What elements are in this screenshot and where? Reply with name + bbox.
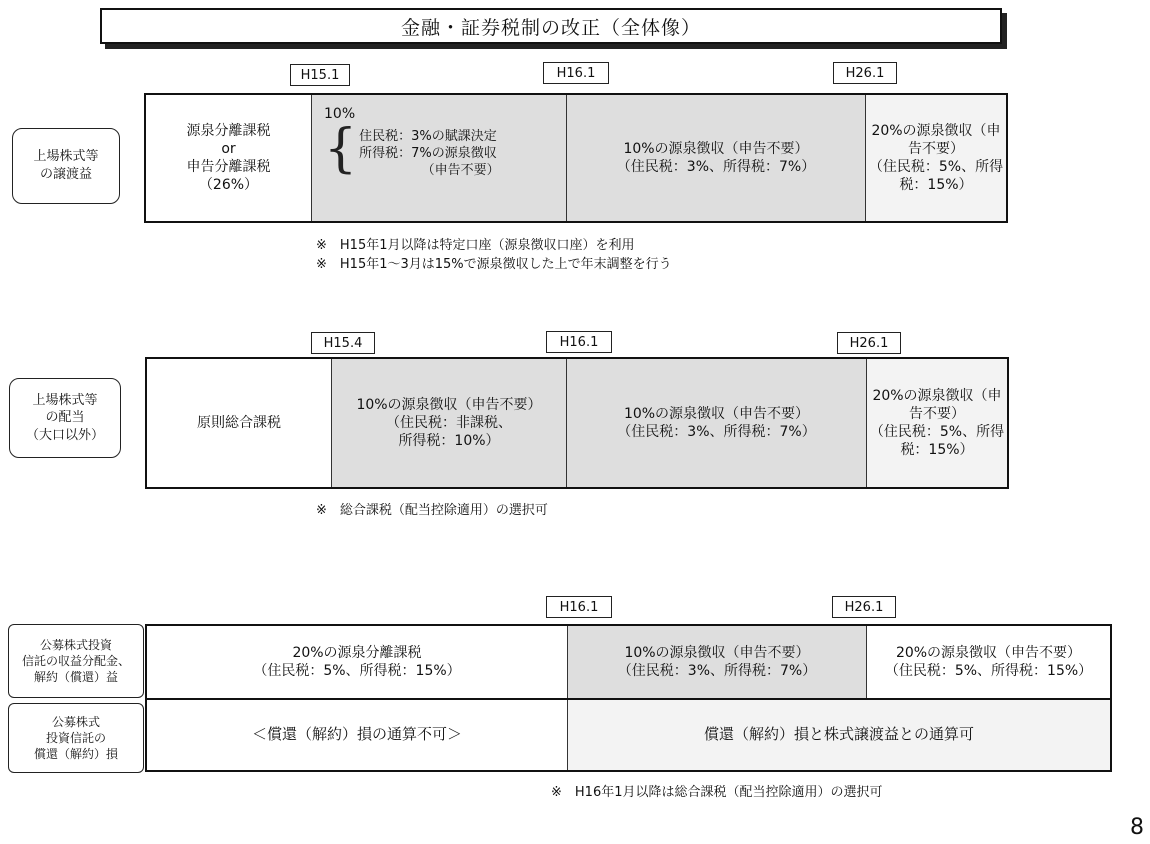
cell-pre-h16: [147, 700, 568, 770]
cell-text: （住民税：5%、所得税：15%）: [253, 663, 461, 679]
date-tag-text: H15.1: [300, 67, 340, 83]
cell-text: 10%の源泉徴収（申告不要）: [623, 140, 809, 157]
cell-text: 10%の源泉徴収（申告不要）: [624, 644, 810, 661]
cell-text: （住民税：3%、所得税：7%）: [617, 424, 816, 440]
date-tag-text: H16.1: [559, 599, 599, 615]
brace-lines: [359, 129, 500, 180]
cell-pre-h15: [146, 95, 312, 221]
cell-text: （住民税：5%、所得税：15%）: [884, 663, 1093, 679]
cell-text: （住民税：3%、所得税：7%）: [617, 663, 817, 679]
date-tag-text: H16.1: [559, 334, 599, 350]
note-line: ※ H15年1月以降は特定口座（源泉徴収口座）を利用: [316, 238, 635, 253]
cell-text: 源泉分離課税: [186, 122, 271, 139]
cell-h15-h16: [312, 95, 567, 221]
date-tag-h26-1: [833, 62, 897, 84]
date-tag-h26-1: [837, 332, 901, 354]
cell-heading: 10%: [324, 106, 356, 122]
cell-text: 10%の源泉徴収（申告不要）: [623, 405, 810, 422]
date-tag-text: H26.1: [844, 599, 884, 615]
cell-pre-h15: [147, 359, 332, 487]
note-line: ※ 総合課税（配当控除適用）の選択可: [316, 503, 548, 518]
cell-text: or: [221, 140, 236, 157]
cell-post-h26: [867, 626, 1110, 698]
row-label-trust-losses: 公募株式 投資信託の 償還（解約）損: [8, 703, 144, 773]
row-label-listed-dividends: 上場株式等 の配当 （大口以外）: [9, 378, 121, 458]
cell-text: ＜償還（解約）損の通算不可＞: [251, 725, 462, 744]
cell-post-h26: [866, 95, 1006, 221]
cell-text: （住民税：5%、所得税：15%）: [868, 159, 1004, 194]
date-tag-h16-1: [546, 596, 612, 618]
cell-text: （住民税：5%、所得税：15%）: [869, 424, 1005, 459]
cell-text: 住民税：3%の賦課決定: [359, 129, 497, 145]
note-line: ※ H16年1月以降は総合課税（配当控除適用）の選択可: [551, 785, 883, 800]
cell-text: 20%の源泉徴収（申告不要）: [895, 644, 1082, 661]
cell-h16-h26: [567, 95, 866, 221]
cell-h16-h26: [568, 626, 867, 698]
cell-post-h26: [867, 359, 1007, 487]
cell-text: 所得税：7%の源泉徴収: [359, 146, 497, 162]
date-tag-h16-1: [543, 62, 609, 84]
cell-text: 申告分離課税: [186, 159, 271, 175]
brace-icon: {: [324, 119, 358, 180]
cell-text: 10%の源泉徴収（申告不要）: [356, 396, 542, 413]
cell-text: 原則総合課税: [197, 414, 281, 431]
cell-h16-h26: [567, 359, 867, 487]
date-tag-text: H26.1: [845, 65, 885, 81]
date-tag-h26-1: [832, 596, 896, 618]
brace-group: [324, 119, 500, 180]
date-tag-text: H16.1: [556, 65, 596, 81]
cell-text: 20%の源泉徴収（申告不要）: [872, 387, 1002, 422]
timeline-bar-listed-gains: [144, 93, 1008, 223]
date-tag-h15-4: [311, 332, 375, 354]
page-title: [100, 8, 1002, 44]
timeline-bar-trust-distributions: [145, 624, 1112, 700]
timeline-bar-listed-dividends: [145, 357, 1009, 489]
date-tag-h15-1: [290, 64, 350, 86]
cell-text: 所得税：10%）: [398, 433, 500, 450]
cell-text: 償還（解約）損と株式譲渡益との通算可: [703, 725, 974, 744]
cell-post-h16: [568, 700, 1110, 770]
note-line: ※ H15年1～3月は15%で源泉徴収した上で年末調整を行う: [316, 257, 672, 272]
cell-text: （26%）: [198, 177, 259, 194]
cell-pre-h16: [147, 626, 568, 698]
page-number: 8: [1130, 815, 1144, 840]
row-label-trust-distributions: 公募株式投資 信託の収益分配金、 解約（償還）益: [8, 624, 144, 698]
cell-h15-h16: [332, 359, 567, 487]
timeline-bar-trust-losses: [145, 698, 1112, 772]
title-text: 金融・証券税制の改正（全体像）: [400, 16, 701, 39]
date-tag-text: H26.1: [849, 335, 889, 351]
cell-text: 20%の源泉分離課税: [292, 644, 422, 661]
date-tag-text: H15.4: [323, 335, 363, 351]
cell-text: （申告不要）: [415, 162, 500, 178]
row-label-listed-gains: 上場株式等 の譲渡益: [12, 128, 120, 204]
cell-text: （住民税：非課税、: [386, 414, 512, 431]
date-tag-h16-1: [546, 331, 612, 353]
cell-text: 20%の源泉徴収（申告不要）: [871, 122, 1001, 157]
cell-text: （住民税：3%、所得税：7%）: [616, 159, 816, 175]
